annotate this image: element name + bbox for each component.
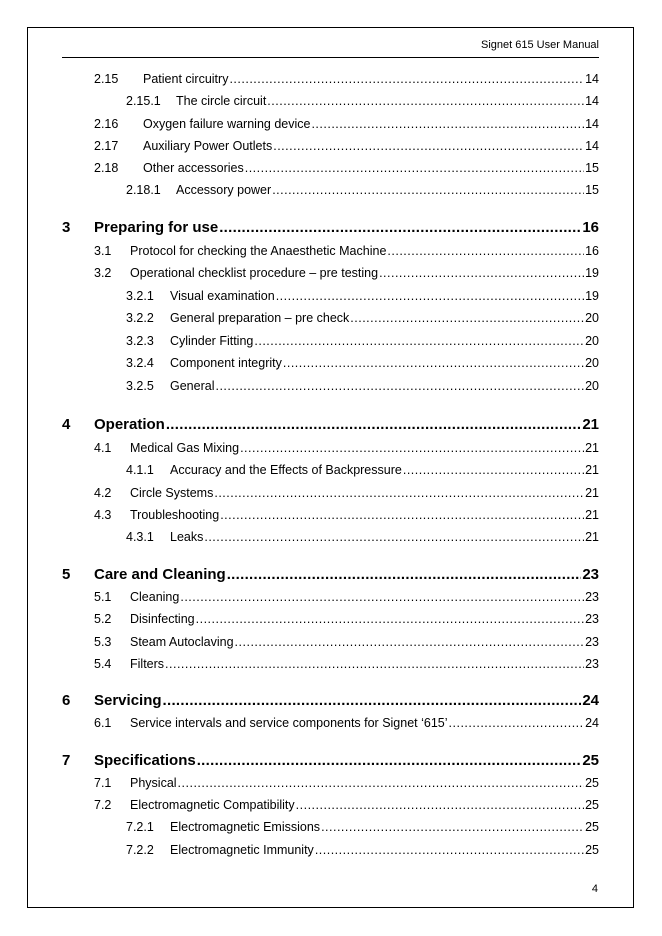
- toc-entry-number: 3: [62, 219, 71, 236]
- toc-entry-number: 3.2.1: [126, 289, 154, 303]
- toc-entry-5-2[interactable]: [94, 612, 599, 626]
- toc-entry-title: Electromagnetic Compatibility: [130, 798, 295, 812]
- dot-leader: [180, 590, 584, 604]
- dot-leader: [379, 266, 584, 280]
- toc-entry-6[interactable]: [62, 692, 599, 709]
- toc-entry-number: 3.1: [94, 244, 112, 258]
- toc-entry-number: 3.2: [94, 266, 112, 280]
- toc-entry-number: 4.3.1: [126, 530, 154, 544]
- toc-entry-page: 16: [582, 219, 599, 236]
- toc-entry-5-1[interactable]: [94, 590, 599, 604]
- toc-entry-title: Service intervals and service components for Signet ‘615’: [130, 716, 448, 730]
- dot-leader: [166, 416, 581, 433]
- toc-entry-number: 3.2.2: [126, 311, 154, 325]
- dot-leader: [229, 72, 584, 86]
- toc-entry-3-2-4[interactable]: [126, 356, 599, 370]
- toc-entry-number: 5.4: [94, 657, 112, 671]
- toc-entry-2-15[interactable]: [94, 72, 599, 86]
- toc-entry-title: Protocol for checking the Anaesthetic Machine: [130, 244, 387, 258]
- toc-entry-number: 2.16: [94, 117, 119, 131]
- toc-entry-page: 24: [582, 692, 599, 709]
- toc-entry-title: Oxygen failure warning device: [143, 117, 311, 131]
- dot-leader: [235, 635, 585, 649]
- toc-entry-4-1[interactable]: [94, 441, 599, 455]
- toc-entry-page: 25: [585, 798, 599, 812]
- toc-entry-number: 2.17: [94, 139, 119, 153]
- toc-entry-number: 2.15: [94, 72, 119, 86]
- toc-entry-title: Care and Cleaning: [94, 566, 226, 583]
- toc-entry-number: 7.2.2: [126, 843, 154, 857]
- toc-entry-page: 21: [585, 441, 599, 455]
- toc-entry-page: 21: [585, 486, 599, 500]
- toc-entry-title: The circle circuit: [176, 94, 267, 108]
- toc-entry-title: Other accessories: [143, 161, 244, 175]
- toc-entry-page: 23: [585, 590, 599, 604]
- dot-leader: [272, 183, 584, 197]
- toc-entry-title: Visual examination: [170, 289, 275, 303]
- toc-entry-4-2[interactable]: [94, 486, 599, 500]
- toc-entry-page: 23: [585, 657, 599, 671]
- toc-entry-title: General: [170, 379, 215, 393]
- toc-entry-page: 15: [585, 161, 599, 175]
- dot-leader: [321, 820, 584, 834]
- toc-entry-4[interactable]: [62, 416, 599, 433]
- toc-entry-page: 20: [585, 311, 599, 325]
- toc-entry-number: 5.2: [94, 612, 112, 626]
- toc-entry-3-2-1[interactable]: [126, 289, 599, 303]
- dot-leader: [215, 379, 584, 393]
- toc-entry-title: Circle Systems: [130, 486, 214, 500]
- toc-entry-number: 6: [62, 692, 71, 709]
- dot-leader: [273, 139, 584, 153]
- toc-entry-title: General preparation – pre check: [170, 311, 350, 325]
- toc-entry-page: 23: [585, 612, 599, 626]
- dot-leader: [276, 289, 584, 303]
- toc-entry-page: 25: [585, 776, 599, 790]
- toc-entry-page: 14: [585, 117, 599, 131]
- toc-entry-page: 21: [585, 508, 599, 522]
- toc-entry-title: Auxiliary Power Outlets: [143, 139, 273, 153]
- toc-entry-title: Operation: [94, 416, 165, 433]
- toc-entry-3-2-3[interactable]: [126, 334, 599, 348]
- toc-entry-title: Operational checklist procedure – pre testing: [130, 266, 379, 280]
- toc-entry-3[interactable]: [62, 219, 599, 236]
- dot-leader: [449, 716, 585, 730]
- toc-entry-number: 3.2.4: [126, 356, 154, 370]
- toc-entry-number: 4: [62, 416, 71, 433]
- toc-entry-3-2-2[interactable]: [126, 311, 599, 325]
- toc-entry-title: Specifications: [94, 752, 196, 769]
- dot-leader: [240, 441, 584, 455]
- document-title: Signet 615 User Manual: [480, 39, 599, 51]
- dot-leader: [311, 117, 584, 131]
- toc-entry-5-3[interactable]: [94, 635, 599, 649]
- dot-leader: [178, 776, 585, 790]
- dot-leader: [296, 798, 584, 812]
- toc-entry-number: 7.2: [94, 798, 112, 812]
- toc-entry-page: 14: [585, 94, 599, 108]
- toc-entry-page: 25: [585, 843, 599, 857]
- toc-entry-page: 23: [582, 566, 599, 583]
- dot-leader: [163, 692, 582, 709]
- toc-entry-title: Disinfecting: [130, 612, 195, 626]
- toc-entry-2-15-1[interactable]: [126, 94, 599, 108]
- dot-leader: [214, 486, 584, 500]
- dot-leader: [267, 94, 584, 108]
- toc-entry-title: Accuracy and the Effects of Backpressure: [170, 463, 402, 477]
- dot-leader: [196, 612, 584, 626]
- toc-entry-page: 25: [582, 752, 599, 769]
- toc-entry-3-2[interactable]: [94, 266, 599, 280]
- dot-leader: [350, 311, 584, 325]
- toc-entry-page: 21: [585, 463, 599, 477]
- toc-entry-number: 4.1.1: [126, 463, 154, 477]
- toc-entry-number: 7.2.1: [126, 820, 154, 834]
- dot-leader: [219, 219, 581, 236]
- toc-entry-title: Patient circuitry: [143, 72, 229, 86]
- toc-entry-5-4[interactable]: [94, 657, 599, 671]
- toc-entry-page: 25: [585, 820, 599, 834]
- toc-entry-4-1-1[interactable]: [126, 463, 599, 477]
- toc-entry-page: 23: [585, 635, 599, 649]
- toc-entry-page: 19: [585, 289, 599, 303]
- toc-entry-title: Accessory power: [176, 183, 272, 197]
- toc-entry-page: 20: [585, 379, 599, 393]
- toc-entry-2-18-1[interactable]: [126, 183, 599, 197]
- toc-entry-number: 2.18.1: [126, 183, 161, 197]
- dot-leader: [283, 356, 584, 370]
- toc-entry-title: Troubleshooting: [130, 508, 220, 522]
- toc-entry-title: Servicing: [94, 692, 162, 709]
- dot-leader: [227, 566, 582, 583]
- toc-entry-7-2[interactable]: [94, 798, 599, 812]
- toc-entry-title: Cleaning: [130, 590, 180, 604]
- toc-entry-title: Physical: [130, 776, 177, 790]
- toc-entry-number: 2.18: [94, 161, 119, 175]
- toc-entry-3-2-5[interactable]: [126, 379, 599, 393]
- toc-entry-title: Cylinder Fitting: [170, 334, 254, 348]
- toc-entry-page: 14: [585, 72, 599, 86]
- toc-entry-title: Filters: [130, 657, 165, 671]
- toc-entry-page: 20: [585, 356, 599, 370]
- toc-entry-title: Medical Gas Mixing: [130, 441, 240, 455]
- toc-entry-2-16[interactable]: [94, 117, 599, 131]
- dot-leader: [197, 752, 582, 769]
- toc-entry-number: 3.2.5: [126, 379, 154, 393]
- toc-entry-title: Component integrity: [170, 356, 282, 370]
- toc-entry-number: 4.1: [94, 441, 112, 455]
- toc-entry-number: 5.1: [94, 590, 112, 604]
- running-header: [62, 38, 599, 58]
- dot-leader: [403, 463, 584, 477]
- dot-leader: [254, 334, 584, 348]
- toc-entry-title: Preparing for use: [94, 219, 219, 236]
- toc-entry-3-1[interactable]: [94, 244, 599, 258]
- dot-leader: [387, 244, 584, 258]
- toc-entry-7[interactable]: [62, 752, 599, 769]
- dot-leader: [245, 161, 584, 175]
- toc-entry-number: 4.3: [94, 508, 112, 522]
- toc-entry-2-18[interactable]: [94, 161, 599, 175]
- dot-leader: [315, 843, 584, 857]
- toc-entry-title: Electromagnetic Emissions: [170, 820, 321, 834]
- dot-leader: [220, 508, 584, 522]
- toc-entry-page: 15: [585, 183, 599, 197]
- toc-entry-page: 21: [585, 530, 599, 544]
- toc-entry-6-1[interactable]: [94, 716, 599, 730]
- toc-entry-4-3[interactable]: [94, 508, 599, 522]
- toc-entry-page: 21: [582, 416, 599, 433]
- toc-entry-page: 16: [585, 244, 599, 258]
- toc-entry-title: Leaks: [170, 530, 204, 544]
- toc-entry-number: 5: [62, 566, 71, 583]
- toc-entry-number: 3.2.3: [126, 334, 154, 348]
- toc-entry-number: 7: [62, 752, 71, 769]
- dot-leader: [204, 530, 584, 544]
- toc-entry-7-2-2[interactable]: [126, 843, 599, 857]
- page-number: 4: [591, 883, 598, 895]
- toc-entry-page: 14: [585, 139, 599, 153]
- toc-entry-7-1[interactable]: [94, 776, 599, 790]
- toc-entry-page: 24: [585, 716, 599, 730]
- toc-entry-number: 2.15.1: [126, 94, 161, 108]
- toc-entry-7-2-1[interactable]: [126, 820, 599, 834]
- toc-entry-title: Steam Autoclaving: [130, 635, 234, 649]
- toc-entry-number: 6.1: [94, 716, 112, 730]
- toc-entry-2-17[interactable]: [94, 139, 599, 153]
- toc-entry-page: 20: [585, 334, 599, 348]
- toc-entry-4-3-1[interactable]: [126, 530, 599, 544]
- dot-leader: [165, 657, 584, 671]
- toc-entry-number: 4.2: [94, 486, 112, 500]
- toc-entry-title: Electromagnetic Immunity: [170, 843, 314, 857]
- toc-entry-number: 5.3: [94, 635, 112, 649]
- toc-entry-page: 19: [585, 266, 599, 280]
- toc-entry-number: 7.1: [94, 776, 112, 790]
- toc-entry-5[interactable]: [62, 566, 599, 583]
